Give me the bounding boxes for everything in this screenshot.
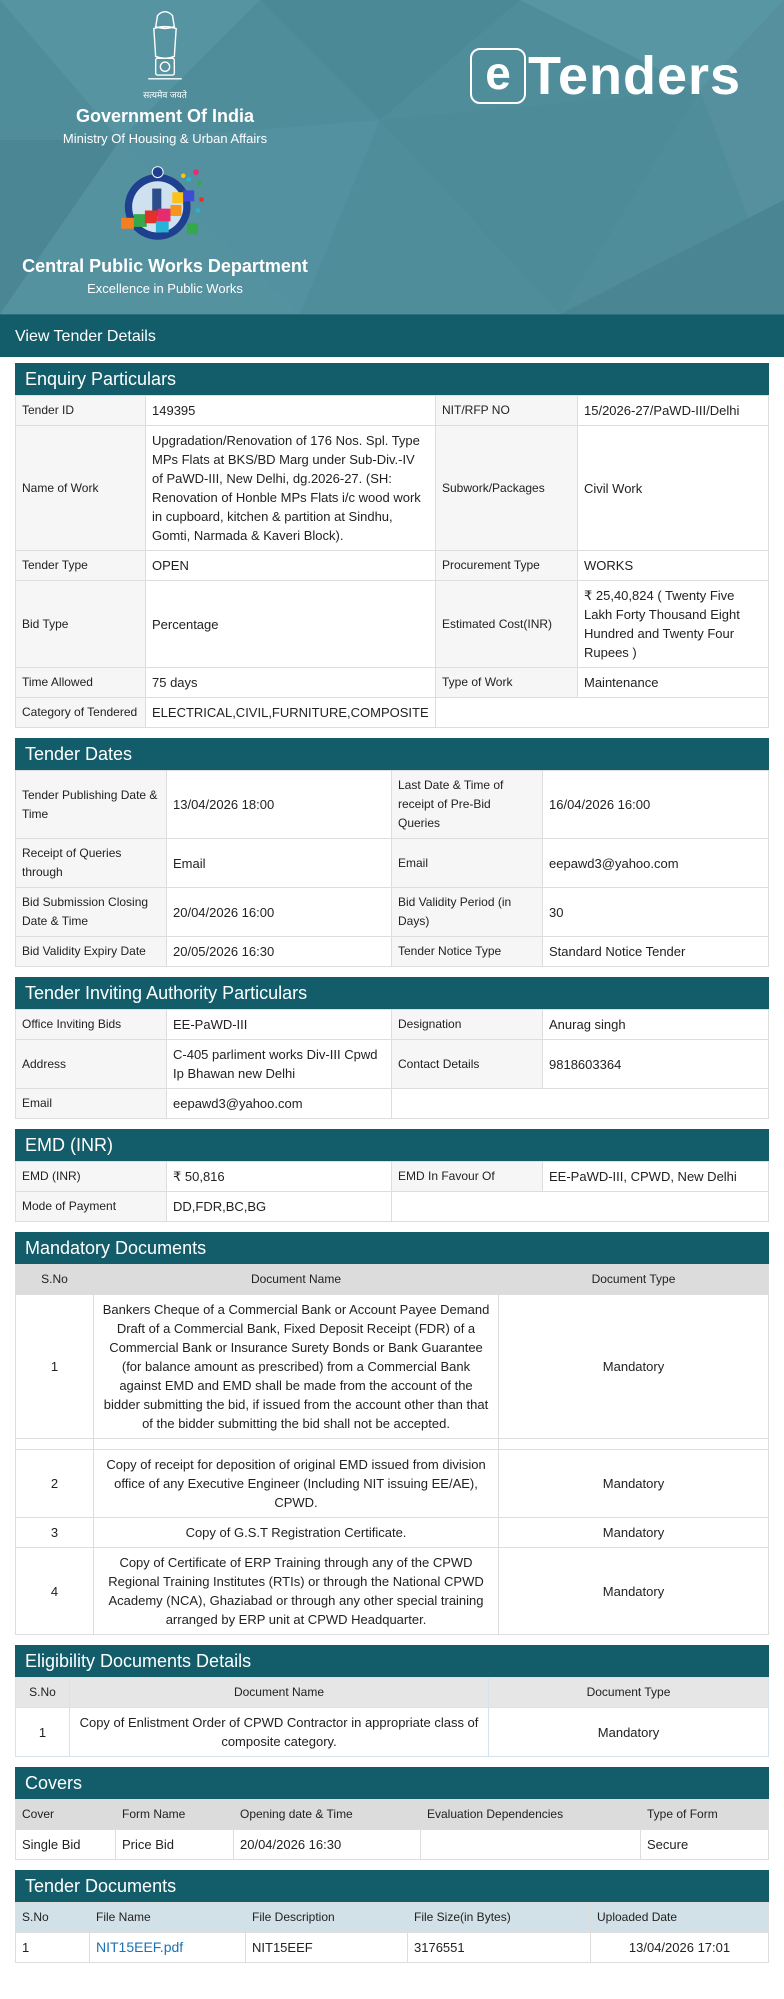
table-row [16,396,769,426]
field-value: C-405 parliment works Div-III Cpwd Ip Bhawan new Delhi [167,1040,392,1089]
column-header: Type of Form [641,1800,769,1830]
field-value: Anurag singh [543,1010,769,1040]
serial-number: 1 [16,1708,70,1757]
field-value: ₹ 50,816 [167,1162,392,1192]
document-type: Mandatory [499,1518,769,1548]
document-name: Copy of Certificate of ERP Training through any of the CPWD Regional Training Institutes (RTIs) or through the National CPWD Academy (NCA), Ghaziabad or through any other special training arranged by ERP unit at CPWD Headquarter. [94,1548,499,1635]
field-label: Time Allowed [16,668,146,698]
column-header: Document Type [489,1678,769,1708]
table-row [16,1040,769,1089]
etenders-wordmark: Tenders [528,46,742,106]
emblem-motto: सत्यमेव जयते [143,90,187,100]
enquiry-table [15,395,769,728]
national-emblem-icon [137,8,193,90]
empty-cell [392,1192,769,1222]
serial-number: 3 [16,1518,94,1548]
field-value: Standard Notice Tender [543,937,769,967]
file-download-link[interactable]: NIT15EEF.pdf [96,1939,184,1955]
field-value: OPEN [146,551,436,581]
empty-cell [436,698,769,728]
field-value: ELECTRICAL,CIVIL,FURNITURE,COMPOSITE [146,698,436,728]
table-row [16,581,769,668]
field-label: Subwork/Packages [436,426,578,551]
table-row [16,551,769,581]
field-label: Tender Publishing Date & Time [16,771,167,839]
column-header: Opening date & Time [234,1800,421,1830]
table-row [16,1518,769,1548]
mandatory-documents-table [15,1264,769,1635]
emd-table [15,1161,769,1222]
table-row [16,1708,769,1757]
column-header: S.No [16,1903,90,1933]
table-header-row [16,1678,769,1708]
field-label: Tender Notice Type [392,937,543,967]
field-value: Civil Work [578,426,769,551]
field-label: Office Inviting Bids [16,1010,167,1040]
table-row [16,839,769,888]
table-row [16,1830,769,1860]
field-label: Email [392,839,543,888]
field-value: Email [167,839,392,888]
column-header: Evaluation Dependencies [421,1800,641,1830]
authority-table [15,1009,769,1119]
department-tagline: Excellence in Public Works [87,281,243,296]
table-row [16,937,769,967]
table-row [16,426,769,551]
document-name: Copy of Enlistment Order of CPWD Contractor in appropriate class of composite category. [70,1708,489,1757]
table-row [16,888,769,937]
eligibility-documents-table [15,1677,769,1757]
field-label: Estimated Cost(INR) [436,581,578,668]
field-label: Receipt of Queries through [16,839,167,888]
tender-documents-section [15,1870,769,1963]
section-title: Eligibility Documents Details [15,1645,769,1677]
field-value: WORKS [578,551,769,581]
table-row [16,1295,769,1439]
table-row [16,1162,769,1192]
empty-cell [16,1439,94,1450]
field-value: 13/04/2026 18:00 [167,771,392,839]
authority-section [15,977,769,1119]
field-label: Tender Type [16,551,146,581]
field-value: eepawd3@yahoo.com [167,1089,392,1119]
ministry-name: Ministry Of Housing & Urban Affairs [62,131,268,146]
field-value: ₹ 25,40,824 ( Twenty Five Lakh Forty Thousand Eight Hundred and Twenty Four Rupees ) [578,581,769,668]
section-title: Covers [15,1767,769,1799]
uploaded-date: 13/04/2026 17:01 [591,1933,769,1963]
table-row [16,1192,769,1222]
table-row [16,1450,769,1518]
field-value: 75 days [146,668,436,698]
column-header: File Size(in Bytes) [408,1903,591,1933]
file-size: 3176551 [408,1933,591,1963]
field-label: Type of Work [436,668,578,698]
field-label: Mode of Payment [16,1192,167,1222]
field-label: Tender ID [16,396,146,426]
section-title: Tender Dates [15,738,769,770]
field-label: Bid Validity Expiry Date [16,937,167,967]
field-value: EE-PaWD-III [167,1010,392,1040]
emd-section [15,1129,769,1222]
empty-cell [392,1089,769,1119]
section-title: Enquiry Particulars [15,363,769,395]
document-name: Bankers Cheque of a Commercial Bank or Account Payee Demand Draft of a Commercial Bank, Fixed Deposit Receipt (FDR) of a Commercial Bank or Insurance Surety Bonds or Bank Guarantee (for balance amount as prescribed) from a Commercial Bank against EMD and EMD shall be made from the account of the bidder submitting the bid, if issued from the account other than that of the bidder submitting the bid shall not be accepted. [94,1295,499,1439]
empty-cell [94,1439,499,1450]
table-row [16,1548,769,1635]
field-label: Name of Work [16,426,146,551]
table-row [16,771,769,839]
page-title: View Tender Details [0,314,784,357]
field-label: Category of Tendered [16,698,146,728]
field-label: Bid Validity Period (in Days) [392,888,543,937]
field-value: Upgradation/Renovation of 176 Nos. Spl. Type MPs Flats at BKS/BD Marg under Sub-Div.-IV of PaWD-III, New Delhi, dg.2026-27. (SH: Renovation of Honble MPs Flats i/c wood work in cupboard, kitchen & partition at Sindhu, Gomti, Narmada & Kaveri Block). [146,426,436,551]
field-value: 9818603364 [543,1040,769,1089]
etenders-logo [470,48,741,104]
field-value: eepawd3@yahoo.com [543,839,769,888]
column-header: Document Type [499,1265,769,1295]
field-label: EMD (INR) [16,1162,167,1192]
table-row-overflow [16,1439,769,1450]
table-header-row [16,1800,769,1830]
field-value: Percentage [146,581,436,668]
column-header: S.No [16,1265,94,1295]
government-branding [0,8,330,297]
document-name: Copy of receipt for deposition of original EMD issued from division office of any Executive Engineer (Including NIT issuing EE/AE), CPWD. [94,1450,499,1518]
field-value: EE-PaWD-III, CPWD, New Delhi [543,1162,769,1192]
column-header: File Description [246,1903,408,1933]
cover-name: Single Bid [16,1830,116,1860]
table-row [16,1089,769,1119]
column-header: File Name [90,1903,246,1933]
table-row [16,698,769,728]
column-header: Document Name [70,1678,489,1708]
section-title: Tender Inviting Authority Particulars [15,977,769,1009]
field-label: Bid Type [16,581,146,668]
form-name: Price Bid [116,1830,234,1860]
field-label: Designation [392,1010,543,1040]
column-header: Document Name [94,1265,499,1295]
table-header-row [16,1265,769,1295]
document-type: Mandatory [499,1548,769,1635]
serial-number: 2 [16,1450,94,1518]
etenders-e-icon: e [470,48,526,104]
site-header [0,0,784,314]
document-type: Mandatory [499,1450,769,1518]
document-type: Mandatory [489,1708,769,1757]
serial-number: 4 [16,1548,94,1635]
field-value: DD,FDR,BC,BG [167,1192,392,1222]
document-type: Mandatory [499,1295,769,1439]
file-description: NIT15EEF [246,1933,408,1963]
field-value: 16/04/2026 16:00 [543,771,769,839]
table-row [16,1010,769,1040]
field-value: 15/2026-27/PaWD-III/Delhi [578,396,769,426]
evaluation-dependencies [421,1830,641,1860]
column-header: S.No [16,1678,70,1708]
section-title: Mandatory Documents [15,1232,769,1264]
field-label: Contact Details [392,1040,543,1089]
column-header: Form Name [116,1800,234,1830]
serial-number: 1 [16,1933,90,1963]
form-type: Secure [641,1830,769,1860]
field-label: Email [16,1089,167,1119]
field-label: NIT/RFP NO [436,396,578,426]
field-label: Address [16,1040,167,1089]
document-name: Copy of G.S.T Registration Certificate. [94,1518,499,1548]
table-row [16,668,769,698]
tender-dates-section [15,738,769,967]
field-value: 20/05/2026 16:30 [167,937,392,967]
table-header-row [16,1903,769,1933]
field-label: Bid Submission Closing Date & Time [16,888,167,937]
government-title: Government Of India [75,106,255,126]
file-name-cell [90,1933,246,1963]
field-value: Maintenance [578,668,769,698]
table-row [16,1933,769,1963]
enquiry-particulars-section [15,363,769,728]
field-value: 20/04/2026 16:00 [167,888,392,937]
column-header: Uploaded Date [591,1903,769,1933]
covers-section [15,1767,769,1860]
tender-documents-table [15,1902,769,1963]
column-header: Cover [16,1800,116,1830]
opening-date: 20/04/2026 16:30 [234,1830,421,1860]
field-label: Procurement Type [436,551,578,581]
field-label: EMD In Favour Of [392,1162,543,1192]
covers-table [15,1799,769,1860]
field-value: 149395 [146,396,436,426]
cpwd-logo-icon [117,163,213,247]
field-label: Last Date & Time of receipt of Pre-Bid Queries [392,771,543,839]
serial-number: 1 [16,1295,94,1439]
empty-cell [499,1439,769,1450]
section-title: Tender Documents [15,1870,769,1902]
eligibility-documents-section [15,1645,769,1757]
mandatory-documents-section [15,1232,769,1635]
department-title: Central Public Works Department [22,256,308,276]
field-value: 30 [543,888,769,937]
tender-dates-table [15,770,769,967]
section-title: EMD (INR) [15,1129,769,1161]
